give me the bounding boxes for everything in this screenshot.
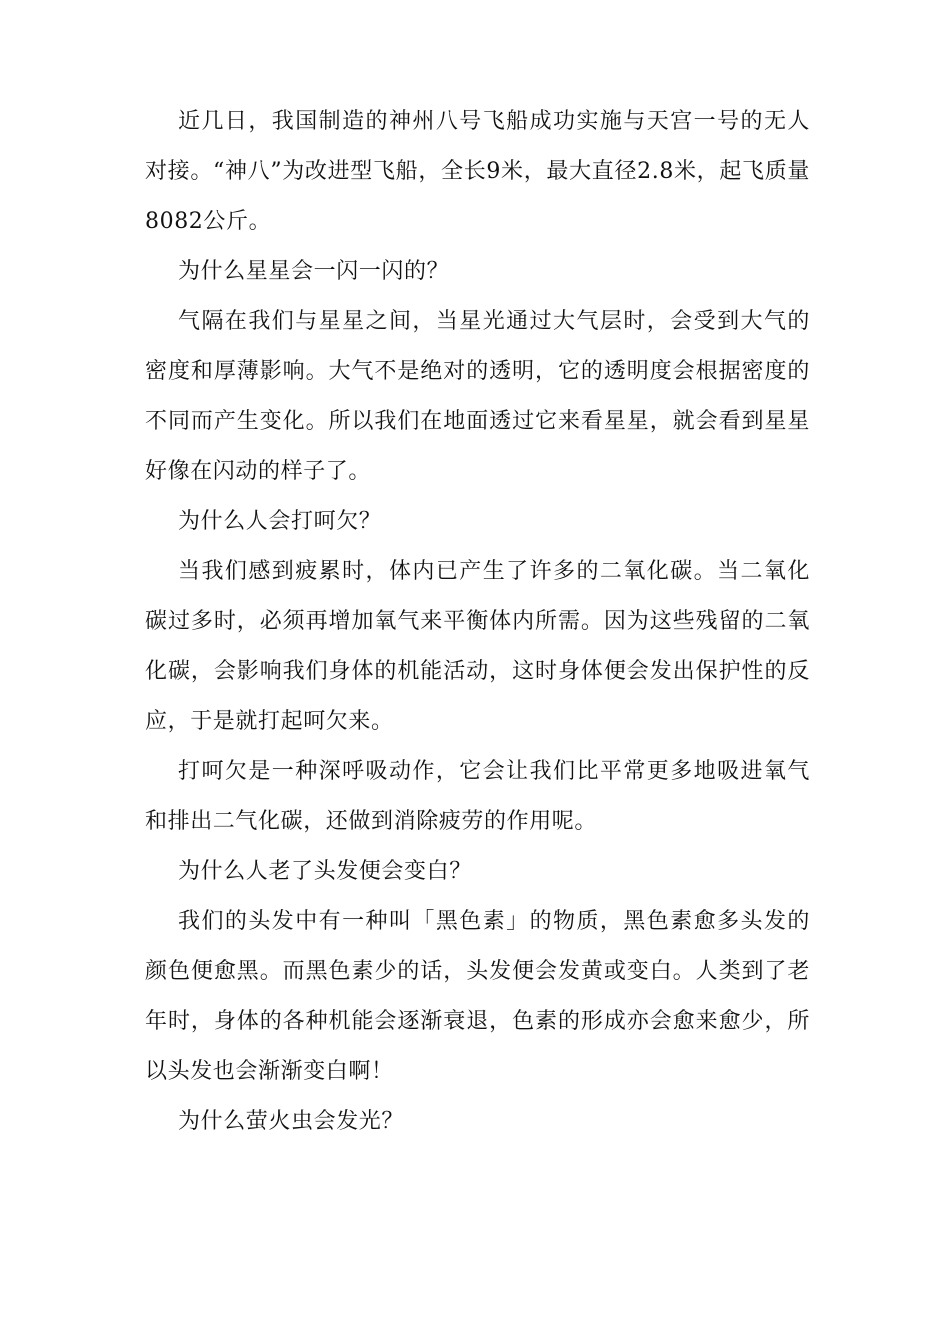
question-white-hair: 为什么人老了头发便会变白？ (178, 859, 472, 884)
answer-white-hair: 我们的头发中有一种叫「黑色素」的物质，黑色素愈多头发的颜色便愈黑。而黑色素少的话，头发便会发黄或变白。人类到了老年时，身体的各种机能会逐渐衰退，色素的形成亦会愈来愈少，所以头发也会渐渐变白啊！ (145, 909, 810, 1084)
answer-yawn-continued: 打呵欠是一种深呼吸动作，它会让我们比平常更多地吸进氧气和排出二气化碳，还做到消除疲劳的作用呢。 (145, 759, 810, 834)
answer-stars-twinkle: 气隔在我们与星星之间，当星光通过大气层时，会受到大气的密度和厚薄影响。大气不是绝对的透明，它的透明度会根据密度的不同而产生变化。所以我们在地面透过它来看星星，就会看到星星好像在闪动的样子了。 (145, 309, 810, 484)
question-firefly: 为什么萤火虫会发光？ (178, 1109, 405, 1134)
paragraph-shenzhou: 近几日，我国制造的神州八号飞船成功实施与天宫一号的无人对接。“神八”为改进型飞船，全长9米，最大直径2.8米，起飞质量8082公斤。 (145, 109, 810, 234)
document-body (145, 97, 810, 1147)
question-stars-twinkle: 为什么星星会一闪一闪的？ (178, 259, 450, 284)
question-yawn: 为什么人会打呵欠？ (178, 509, 382, 534)
answer-yawn: 当我们感到疲累时，体内已产生了许多的二氧化碳。当二氧化碳过多时，必须再增加氧气来平衡体内所需。因为这些残留的二氧化碳，会影响我们身体的机能活动，这时身体便会发出保护性的反应，于是就打起呵欠来。 (145, 559, 810, 734)
